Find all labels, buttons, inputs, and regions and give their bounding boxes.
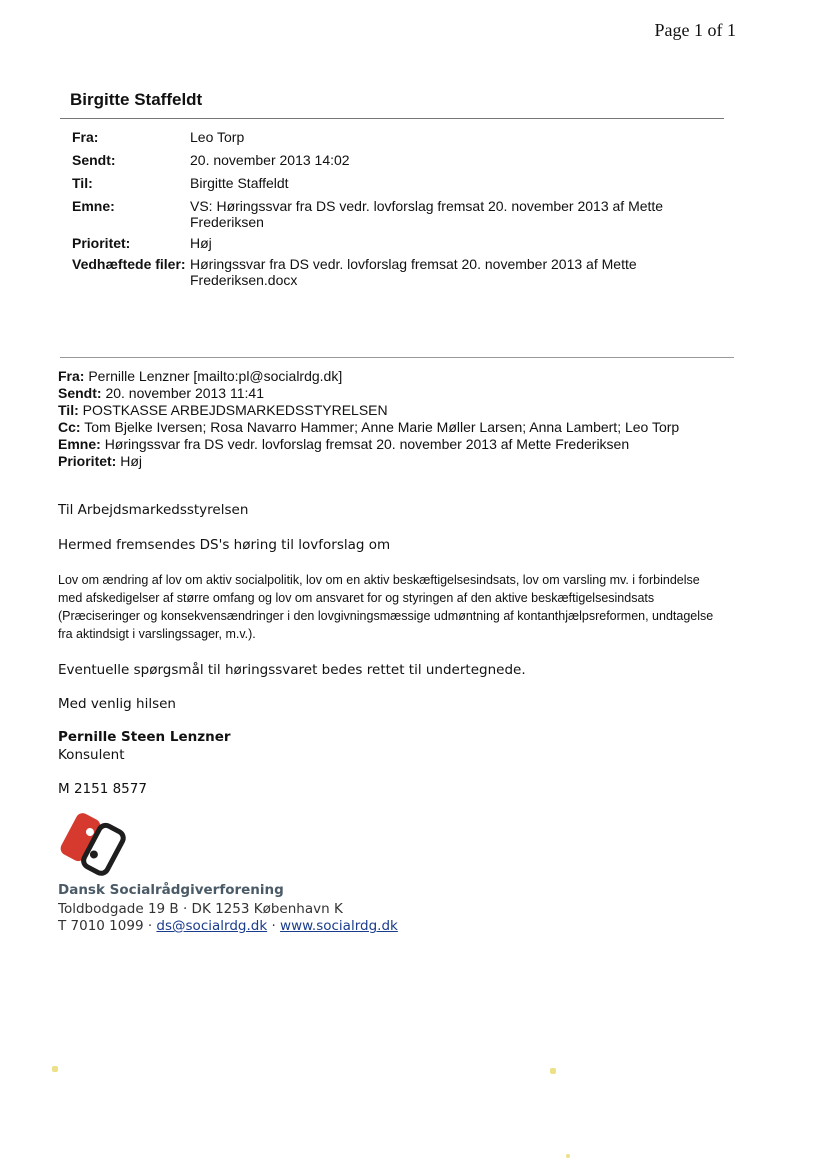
email-link[interactable]: ds@socialrdg.dk — [156, 918, 268, 934]
questions-line: Eventuelle spørgsmål til høringssvaret bedes rettet til undertegnede. — [58, 662, 526, 678]
organization-phone: T 7010 1099 · — [58, 918, 157, 934]
header-value: Høj — [190, 235, 212, 251]
header-label: Sendt: — [72, 152, 116, 168]
law-description: Lov om ændring af lov om aktiv socialpolitik, lov om en aktiv beskæftigelsesindsats, lov om varsling mv. i forbindelse med afskedigelser af større omfang og lov om ansvaret for og styringen af den aktive beskæftigelsesindsats (Præciseringer og konsekvensændringer i den lovgivningsmæssige udmøntning af kontanthjælpsreformen, undtagelse fra aktindsigt i varslingssager, m.v.). — [58, 573, 714, 641]
header-label: Til: — [72, 175, 93, 191]
organization-logo-icon — [55, 812, 127, 878]
forwarded-subject: Emne: Høringssvar fra DS vedr. lovforslag fremsat 20. november 2013 af Mette Frederiksen — [58, 436, 630, 452]
mailbox-owner-name: Birgitte Staffeldt — [70, 90, 203, 109]
signature-name: Pernille Steen Lenzner — [58, 729, 231, 745]
website-link[interactable]: www.socialrdg.dk — [280, 918, 398, 934]
header-value: Leo Torp — [190, 129, 245, 145]
signature-title: Konsulent — [58, 747, 125, 763]
signature-phone: M 2151 8577 — [58, 781, 147, 797]
scan-speck — [550, 1068, 556, 1074]
email-header-table — [72, 129, 712, 288]
page-number: Page 1 of 1 — [654, 20, 736, 40]
scan-speck — [52, 1066, 58, 1072]
scan-speck — [566, 1154, 570, 1158]
organization-address: Toldbodgade 19 B · DK 1253 København K — [58, 901, 343, 917]
attachment-filename: Høringssvar fra DS vedr. lovforslag fremsat 20. november 2013 af Mette Frederiksen.docx — [190, 256, 637, 288]
header-row-sent — [72, 152, 712, 175]
header-row-attachments — [72, 256, 712, 288]
forwarded-priority: Prioritet: Høj — [58, 453, 143, 469]
forwarded-sent: Sendt: 20. november 2013 11:41 — [58, 385, 264, 401]
contact-separator: · — [267, 918, 281, 934]
closing-line: Med venlig hilsen — [58, 696, 176, 712]
header-value: 20. november 2013 14:02 — [190, 152, 350, 168]
header-label: Emne: — [72, 198, 115, 214]
header-divider — [60, 118, 724, 119]
organization-name: Dansk Socialrådgiverforening — [58, 882, 284, 898]
intro-line: Hermed fremsendes DS's høring til lovforslag om — [58, 537, 391, 553]
organization-contact — [58, 918, 398, 934]
header-label: Prioritet: — [72, 235, 131, 251]
header-row-from — [72, 129, 712, 152]
header-value: VS: Høringssvar fra DS vedr. lovforslag fremsat 20. november 2013 af Mette Frederiksen — [190, 198, 664, 230]
forwarded-header — [58, 368, 679, 470]
forwarded-from: Fra: Pernille Lenzner [mailto:pl@socialrdg.dk] — [58, 368, 343, 384]
forwarded-to: Til: POSTKASSE ARBEJDSMARKEDSSTYRELSEN — [58, 402, 388, 418]
header-row-priority — [72, 235, 712, 256]
forwarded-cc: Cc: Tom Bjelke Iversen; Rosa Navarro Hammer; Anne Marie Møller Larsen; Anna Lambert; Leo Torp — [58, 419, 680, 435]
header-label: Vedhæftede filer: — [72, 256, 186, 272]
header-row-subject — [72, 198, 712, 235]
header-value: Birgitte Staffeldt — [190, 175, 289, 191]
header-row-to — [72, 175, 712, 198]
greeting: Til Arbejdsmarkedsstyrelsen — [58, 502, 249, 518]
header-label: Fra: — [72, 129, 99, 145]
forward-divider — [60, 357, 734, 358]
